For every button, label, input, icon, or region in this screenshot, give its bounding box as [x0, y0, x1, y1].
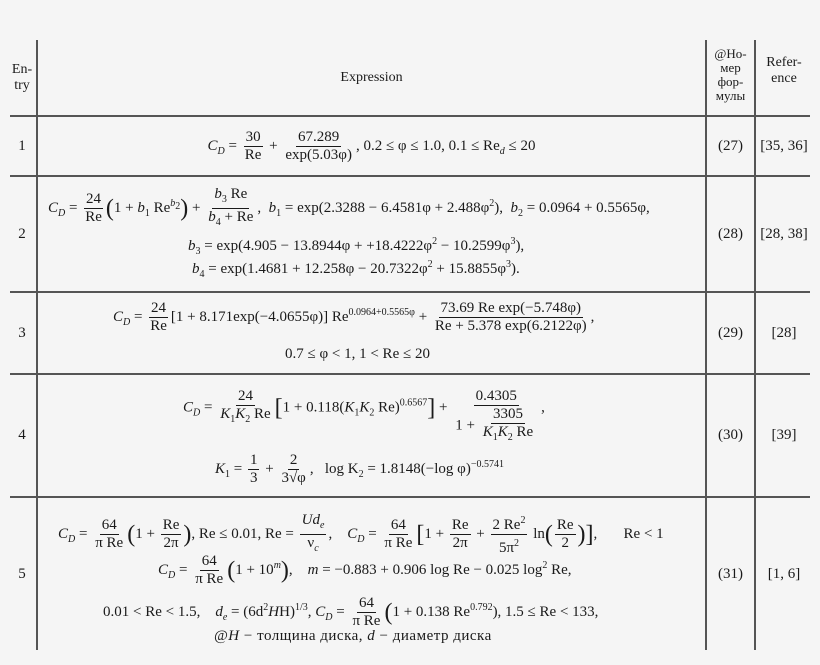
- header-formula-line4: мулы: [715, 87, 746, 103]
- numerator: 0.4305: [475, 388, 517, 404]
- denominator: exp(5.03φ): [285, 146, 352, 163]
- term: 1 +: [113, 199, 138, 216]
- row-3-line-2: [285, 346, 430, 363]
- bracket-close: ]: [427, 395, 436, 421]
- row-4-formula-no: (30): [718, 427, 743, 443]
- row-2-reference: [28, 38]: [760, 225, 808, 242]
- numerator: 64: [101, 517, 117, 533]
- condition: 0.7 ≤ φ < 1, 1 < Re ≤ 20: [285, 346, 430, 362]
- row-divider-3: [10, 373, 810, 375]
- b4-def: b: [192, 261, 200, 277]
- cube: 3: [510, 236, 516, 247]
- header-formula-no: [707, 34, 754, 115]
- fraction-0-4305: [453, 388, 539, 446]
- fraction-24-re: [148, 300, 169, 335]
- row-4-reference: [39]: [771, 427, 797, 443]
- b1-def-sub: 1: [276, 207, 282, 219]
- cd-symbol: C: [113, 308, 124, 325]
- header-formula-line3: фор-: [717, 73, 744, 89]
- paren-open: (: [105, 195, 114, 222]
- b1-def: b: [268, 199, 277, 216]
- exponent: 0.6567: [399, 397, 428, 409]
- bracket-term: 1 + 0.118(: [282, 399, 345, 416]
- term: 1 + 0.138 Re: [392, 603, 471, 620]
- header-reference-line2: ence: [771, 71, 797, 86]
- row-2-entry: 2: [18, 225, 26, 242]
- cd-subscript: D: [217, 145, 225, 157]
- row-divider-2: [10, 291, 810, 293]
- re: Re: [226, 186, 248, 202]
- denominator: $5\pi^2$: [498, 538, 520, 556]
- fraction-24-k1k2re: [218, 388, 272, 428]
- header-expression: [38, 40, 705, 115]
- fraction-64-pire: [350, 595, 382, 630]
- fraction-3305: [481, 406, 535, 446]
- row-5-reference: [1, 6]: [767, 565, 801, 582]
- row-3-line-1: $C_D$ = $\frac{24}{Re}$ [1 + 8.171exp(−4.0655φ)] $Re^{0.0964+0.5565\varphi}$ + $\frac{\text{73.69 Re exp(−5.748φ)}}{Re + 5.378 \exp(6.2122\varphi)}$ ,: [113, 300, 595, 334]
- condition: ), 1.5 ≤ Re < 133,: [492, 603, 599, 620]
- b4-expression: = exp(1.4681 + 12.258φ − 20.7322φ: [204, 261, 428, 277]
- numerator: 64: [390, 517, 406, 533]
- row-2-formula-no: (28): [718, 225, 743, 242]
- header-expression-label: Expression: [340, 69, 403, 85]
- note-text: − толщина диска,: [239, 628, 368, 644]
- note-d: d: [367, 628, 376, 644]
- denominator: Re: [85, 209, 102, 225]
- equals: =: [224, 137, 241, 154]
- exponent: 0.792: [470, 601, 493, 613]
- b3: b: [214, 186, 222, 202]
- b1: b: [137, 199, 145, 216]
- bracket-close: ]: [585, 521, 594, 548]
- numerator: 64: [358, 595, 374, 611]
- bracket-open: [: [274, 395, 283, 421]
- bracket-term-end: Re): [374, 399, 400, 416]
- term: 1 + 10: [235, 561, 274, 578]
- b1-end: ),: [494, 199, 503, 216]
- denominator: [206, 209, 255, 231]
- m-symbol: m: [307, 561, 319, 578]
- numerator: 24: [237, 388, 253, 404]
- denominator: 2π: [163, 535, 179, 551]
- ud: Ud: [301, 512, 320, 528]
- paren-open: (: [227, 557, 236, 584]
- row-3-formula-no: (29): [718, 324, 743, 341]
- header-entry: [8, 40, 36, 115]
- cd-symbol: C: [48, 199, 59, 216]
- denominator: π Re: [195, 571, 224, 587]
- b3-def-sub: 3: [195, 246, 201, 257]
- re: Re: [149, 199, 171, 216]
- fraction-30-re: [243, 129, 264, 164]
- b2-exponent-sub: 2: [175, 200, 181, 212]
- header-entry-line2: try: [14, 77, 30, 93]
- cube: 3: [505, 259, 511, 270]
- condition: , 0.2 ≤ φ ≤ 1.0, 0.1 ≤ Re: [355, 137, 500, 154]
- header-formula-line2: мер: [720, 59, 741, 75]
- denominator: $K_1K_2$ Re: [220, 406, 271, 425]
- numerator: [212, 186, 249, 209]
- header-entry-line1: En-: [11, 61, 33, 77]
- note-h: @H: [214, 628, 240, 644]
- fraction-re-2: [555, 517, 576, 552]
- nu-sub: c: [314, 543, 319, 554]
- row-2-line-1: $C_D$ = $\frac{24}{Re}$ ($1 + b_1$ $Re^{b_2}$) + $\frac{b_3 Re}{b_4 + Re}$ , $b_1 = \exp(2.3288 - 6.4581\varphi + 2.488\varphi^2)$, $b_2 = 0.0964 + 0.5565\varphi$,: [48, 186, 650, 231]
- header-reference: [756, 40, 812, 102]
- bracket-term: [1 + 8.171exp(−4.0655φ)] Re: [170, 308, 349, 325]
- row-5-formula-no: (31): [718, 565, 743, 582]
- b4-end: ).: [510, 261, 520, 277]
- denominator: 1 + $\frac{3305}{K_1K_2 Re}$: [453, 406, 539, 446]
- numerator: [300, 512, 327, 535]
- de-definition: = (6d: [227, 603, 264, 620]
- row-1-expression: [38, 117, 705, 175]
- fraction-64-pire: [193, 553, 225, 588]
- exponent: 0.0964+0.5565φ: [348, 306, 415, 318]
- exponent: −0.5741: [470, 458, 504, 470]
- row-4-line-1: $C_D$ = $\frac{24}{K_1K_2 Re}$ [$1 + 0.118(K_1K_2$ Re)$^{0.6567}$] + 0.4305 1 + $\frac{3305}{K_1K_2 Re}$ ,: [183, 388, 545, 446]
- b3-sub: 3: [221, 194, 227, 205]
- fraction-re-2pi: [450, 517, 471, 552]
- denominator: Re + 5.378 exp(6.2122φ): [434, 318, 587, 334]
- b2-def-sub: 2: [517, 207, 523, 219]
- cd-subscript: D: [58, 207, 66, 219]
- plus: +: [265, 137, 282, 154]
- paren-close: ): [183, 521, 192, 548]
- row-2-line-3: [192, 259, 520, 280]
- numerator: 64: [201, 553, 217, 569]
- paren-close: ): [280, 557, 289, 584]
- numerator: Re: [451, 517, 469, 533]
- b3-expression: = exp(4.905 − 13.8944φ + +18.4222φ: [200, 238, 433, 254]
- numerator: 67.289: [298, 128, 340, 145]
- denominator: π Re: [352, 613, 381, 629]
- paren-open: (: [544, 521, 553, 548]
- m-definition: = −0.883 + 0.906 log Re − 0.025 log: [318, 561, 543, 578]
- row-5-entry: 5: [18, 565, 26, 582]
- numerator: 2: [289, 452, 298, 468]
- condition: , Re ≤ 0.01, Re =: [191, 525, 298, 542]
- numerator: Re: [162, 517, 180, 533]
- row-5-line-3: 0.01 < Re < 1.5, $d_e = (6d^2HH)^{1/3}$, $C_D$ = $\frac{64}{\text{π Re}}$ (1 + 0.138 $Re^{0.792}$), 1.5 ≤ Re < 133,: [103, 595, 599, 629]
- b4-mid: + 15.8855φ: [432, 261, 506, 277]
- denominator: $K_1K_2$ Re: [482, 424, 534, 443]
- denominator: π Re: [384, 535, 413, 551]
- cd-symbol: C: [183, 399, 194, 416]
- m-definition-end: Re,: [547, 561, 572, 578]
- paren-close: ): [180, 195, 189, 222]
- row-divider-4: [10, 496, 810, 498]
- denominator: 2: [561, 535, 569, 551]
- fraction-re-2pi: [161, 517, 182, 552]
- m-exponent: m: [273, 559, 281, 571]
- five-pi: 5π: [498, 540, 515, 556]
- fraction-67289: [283, 129, 354, 164]
- log-k2-rhs: = 1.8148(−log φ): [363, 460, 471, 477]
- numerator: 24: [86, 191, 102, 207]
- denominator: Re: [150, 318, 167, 334]
- cd-subscript: D: [193, 407, 201, 419]
- numerator: 30: [245, 128, 261, 145]
- b3-def: b: [188, 238, 196, 254]
- k1-symbol: K: [215, 460, 226, 477]
- condition-end: ≤ 20: [504, 137, 536, 154]
- b4: b: [208, 209, 216, 225]
- row-3-reference: [28]: [771, 324, 797, 341]
- b4-sub: 4: [215, 217, 221, 228]
- cd-subscript: D: [123, 316, 131, 328]
- row-4-entry: 4: [18, 427, 26, 443]
- numerator: 2 Re$^2$: [491, 512, 528, 535]
- row-1-formula: [208, 129, 536, 164]
- fraction-1-3: [248, 452, 260, 487]
- fraction-73-69: [433, 300, 589, 335]
- row-1-formula-no: (27): [718, 137, 743, 154]
- nu: ν: [307, 535, 315, 551]
- b1-sub: 1: [144, 207, 150, 219]
- row-2-line-2: [188, 236, 524, 257]
- sq: 2: [432, 236, 438, 247]
- row-1-reference: [35, 36]: [760, 137, 808, 154]
- de-exponent: 1/3: [294, 601, 308, 613]
- bracket-open: [: [416, 521, 425, 548]
- log-k2: log K: [324, 460, 359, 477]
- ud-sub: e: [319, 520, 325, 531]
- denominator: 3: [249, 470, 258, 486]
- ln: ln: [529, 525, 545, 542]
- b2-expression: = 0.0964 + 0.5565φ,: [522, 199, 650, 216]
- b2-exponent: b: [170, 197, 176, 209]
- row-4-line-2: $K_1$ = $\frac{1}{3}$ + $\frac{2}{3√\varphi}$ , $\log K_2 = 1.8148(-\log$ φ)$^{-0.5741}$: [215, 452, 504, 486]
- row-3-entry: 3: [18, 324, 26, 341]
- denominator: Re: [244, 146, 262, 163]
- fraction-64-pire: [93, 517, 125, 552]
- paren-open: (: [384, 599, 393, 626]
- row-divider-1: [10, 175, 810, 177]
- de-mid: H): [279, 603, 295, 620]
- re2: 2 Re: [492, 517, 521, 533]
- numerator: Re: [556, 517, 574, 533]
- cd-symbol: C: [207, 137, 218, 154]
- row-5-note: [214, 628, 492, 645]
- numerator: 3305: [492, 406, 523, 422]
- row-5-line-2: $C_D$ = $\frac{64}{\text{π Re}}$ $(1 + 10^m)$, m = −0.883 + 0.906 log Re − 0.025 $\log^2 Re$,: [158, 553, 572, 587]
- fraction-24-re: [83, 191, 104, 226]
- row-1-entry: 1: [18, 137, 26, 154]
- denominator: 2π: [452, 535, 468, 551]
- numerator: 73.69 Re exp(−5.748φ): [440, 300, 581, 316]
- paren-close: ): [577, 521, 586, 548]
- b1-expression: = exp(2.3288 − 6.4581φ + 2.488φ: [281, 199, 490, 216]
- numerator: 24: [151, 300, 167, 316]
- b3-mid: − 10.2599φ: [437, 238, 511, 254]
- fraction-2-3sqrtphi: [279, 452, 307, 487]
- sq: 2: [427, 259, 433, 270]
- fraction-2re2-5pi2: [491, 512, 528, 557]
- denominator: π Re: [95, 535, 124, 551]
- sq: 2: [489, 197, 495, 209]
- b4-def-sub: 4: [199, 269, 205, 280]
- note-text-2: − диаметр диска: [375, 628, 492, 644]
- b2-def: b: [510, 199, 518, 216]
- row-5-line-1: $C_D$ = $\frac{64}{\text{π Re}}$ (1 + $\frac{Re}{2\pi}$ ), Re ≤ 0.01, Re = $\frac{Ud_e}{\nu_c}$ , $C_D$ = $\frac{64}{\text{π Re}}$ [1 + $\frac{Re}{2\pi}$ + $\frac{2 Re^2}{5\pi^2}$ ln( $\frac{Re}{2}$ )], Re < 1: [58, 512, 664, 556]
- fraction-b3: [206, 186, 255, 231]
- fraction-64-pire: [382, 517, 414, 552]
- denominator: 3√φ: [281, 470, 306, 486]
- range: 0.01 < Re < 1.5,: [103, 603, 201, 620]
- header-reference-line1: Refer-: [766, 55, 802, 70]
- re-subscript: d: [499, 145, 505, 157]
- header-formula-line1: @Но-: [714, 45, 747, 61]
- condition-re-lt-1: Re < 1: [623, 525, 664, 542]
- numerator: 1: [249, 452, 258, 468]
- fraction-ude-nuc: [300, 512, 327, 557]
- re: + Re: [220, 209, 254, 225]
- b3-end: ),: [515, 238, 525, 254]
- paren-open: (: [127, 521, 136, 548]
